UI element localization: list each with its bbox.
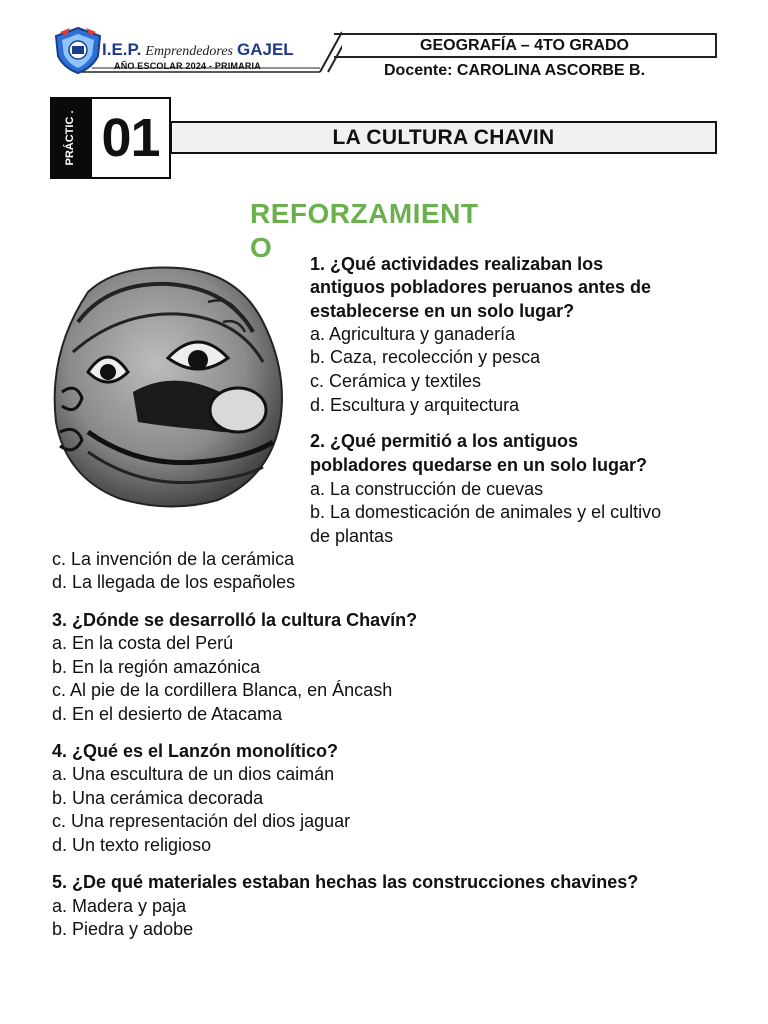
school-year: AÑO ESCOLAR 2024 - PRIMARIA [114,61,261,71]
question-1-option-a: a. Agricultura y ganadería [310,324,516,344]
question-5-option-a: a. Madera y paja [52,896,187,916]
question-2-option-b: b. La domesticación de animales y el cultivo [310,502,662,522]
question-2-option-b-cont: de plantas [310,526,394,546]
question-1-option-d: d. Escultura y arquitectura [310,395,520,415]
question-1-option-c: c. Cerámica y textiles [310,371,482,391]
practice-number: 01 [90,97,171,179]
school-brand: GAJEL [237,40,294,59]
school-logo-band [52,26,342,74]
question-2-line-2: pobladores quedarse en un solo lugar? [310,455,648,475]
question-1-option-b: b. Caza, recolección y pesca [310,347,541,367]
question-2-option-a: a. La construcción de cuevas [310,479,544,499]
school-prefix: I.E.P. [102,40,142,59]
question-3-option-c: c. Al pie de la cordillera Blanca, en Áncash [52,680,393,700]
school-name [102,40,294,60]
question-5-line-1: 5. ¿De qué materiales estaban hechas las construcciones chavines? [52,872,639,892]
question-3-line-1: 3. ¿Dónde se desarrolló la cultura Chavín? [52,610,418,630]
school-cursive-name: Emprendedores [145,44,233,59]
question-5-option-b: b. Piedra y adobe [52,919,194,939]
question-2-option-c: c. La invención de la cerámica [52,549,295,569]
course-title: GEOGRAFÍA – 4TO GRADO [334,33,717,58]
question-1-line-2: antiguos pobladores peruanos antes de [310,277,652,297]
question-3-option-d: d. En el desierto de Atacama [52,704,283,724]
question-3-option-b: b. En la región amazónica [52,657,261,677]
question-3-option-a: a. En la costa del Perú [52,633,234,653]
section-title: REFORZAMIENTO [250,198,479,263]
practice-tab-label: PRÁCTIC . [64,110,76,166]
school-shield-icon [52,26,104,74]
chavin-head-sculpture [48,262,292,512]
topic-title: LA CULTURA CHAVIN [170,121,717,154]
question-2-option-d: d. La llegada de los españoles [52,572,296,592]
question-4-option-a: a. Una escultura de un dios caimán [52,764,335,784]
teacher-name: Docente: CAROLINA ASCORBE B. [384,62,646,79]
question-4-option-c: c. Una representación del dios jaguar [52,811,351,831]
practice-tab [50,97,90,179]
question-1-line-3: establecerse en un solo lugar? [310,301,575,321]
question-2-line-1: 2. ¿Qué permitió a los antiguos [310,431,579,451]
question-1-line-1: 1. ¿Qué actividades realizaban los [310,254,604,274]
question-4-line-1: 4. ¿Qué es el Lanzón monolítico? [52,741,339,761]
question-4-option-b: b. Una cerámica decorada [52,788,264,808]
question-4-option-d: d. Un texto religioso [52,835,212,855]
